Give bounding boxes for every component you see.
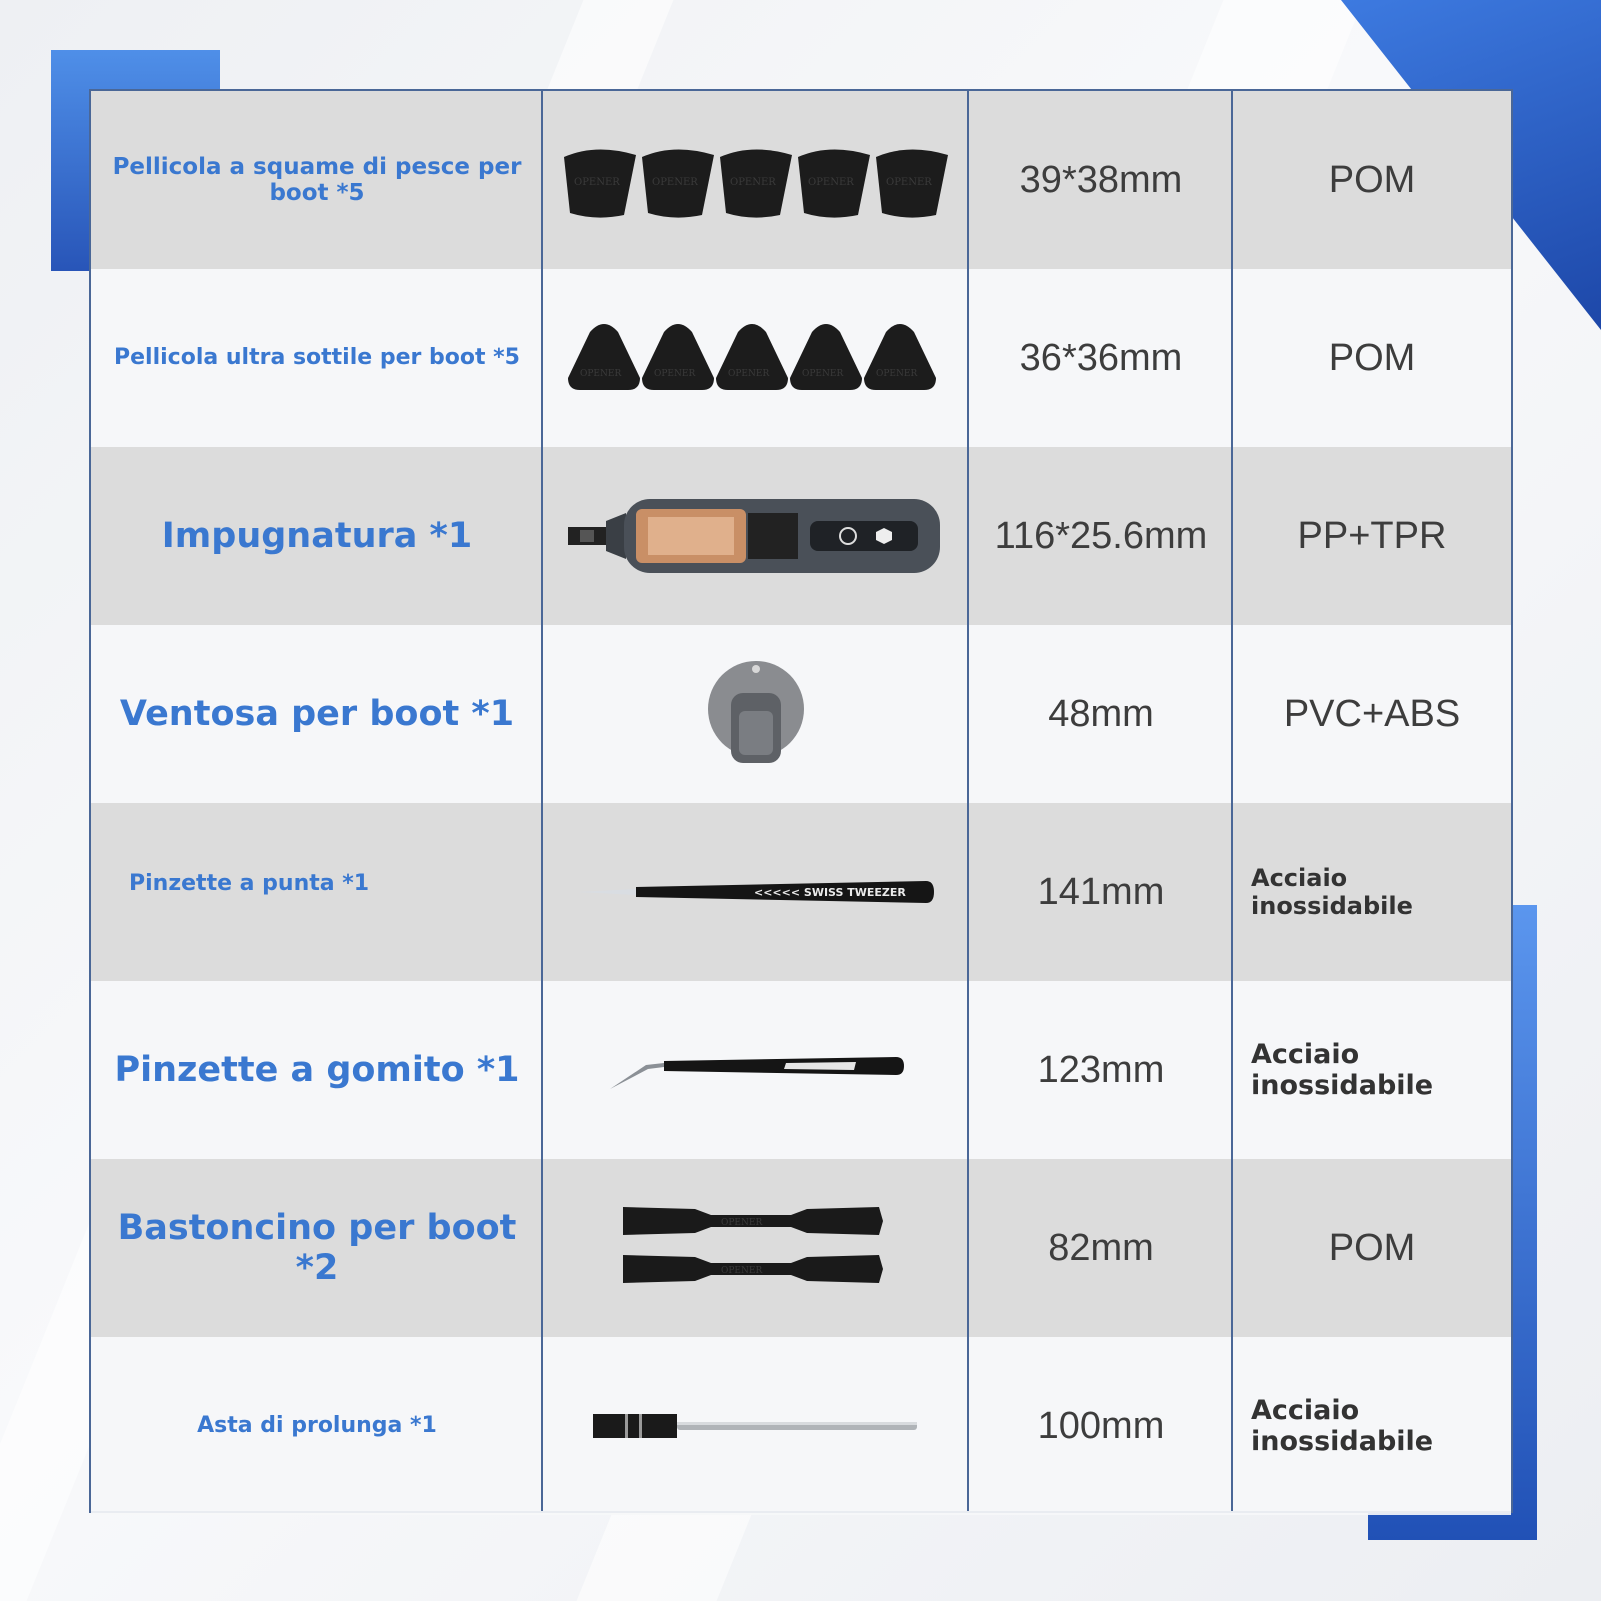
svg-text:OPENER: OPENER [886,177,932,188]
svg-text:OPENER: OPENER [730,177,776,188]
item-name: Asta di prolunga *1 [197,1413,437,1439]
table-row [91,981,1511,1159]
item-dimension: 141mm [1037,870,1165,913]
table-row [91,625,1511,803]
item-material: Acciaio inossidabile [1251,1039,1434,1101]
item-dimension: 123mm [1037,1048,1165,1091]
svg-text:<<<<< SWISS TWEEZER: <<<<< SWISS TWEEZER [754,886,906,899]
item-material: Acciaio inossidabile [1251,864,1413,920]
triangle-picks-icon [543,269,969,447]
item-dimension: 36*36mm [1019,336,1183,379]
item-dimension: 48mm [1048,692,1154,735]
svg-text:OPENER: OPENER [652,177,698,188]
svg-text:OPENER: OPENER [876,369,918,379]
item-name: Impugnatura *1 [161,515,473,556]
item-name: Bastoncino per boot *2 [117,1207,517,1288]
suction-cup-icon [543,625,969,803]
table-row [91,91,1511,269]
item-material: POM [1328,336,1416,379]
column-divider [967,91,969,1511]
table-row [91,269,1511,447]
svg-text:OPENER: OPENER [808,177,854,188]
item-material: PP+TPR [1297,514,1447,557]
item-name: Pellicola a squame di pesce per boot *5 [112,153,522,206]
svg-text:OPENER: OPENER [580,369,622,379]
svg-text:OPENER: OPENER [721,1218,763,1228]
spec-table [89,89,1513,1513]
item-dimension: 100mm [1037,1404,1165,1447]
item-name: Pinzette a punta *1 [129,871,370,896]
fish-scale-picks-icon [543,91,969,269]
table-row [91,447,1511,625]
svg-text:OPENER: OPENER [728,369,770,379]
item-material: PVC+ABS [1283,692,1461,735]
spudger-icon [543,1159,969,1337]
angled-tweezers-icon [543,981,969,1159]
item-dimension: 116*25.6mm [994,514,1208,557]
column-divider [541,91,543,1511]
item-name: Ventosa per boot *1 [119,693,515,734]
item-name: Pellicola ultra sottile per boot *5 [114,345,520,371]
item-name: Pinzette a gomito *1 [114,1049,520,1090]
svg-text:OPENER: OPENER [574,177,620,188]
item-dimension: 82mm [1048,1226,1154,1269]
svg-text:OPENER: OPENER [721,1266,763,1276]
table-row [91,1337,1511,1515]
pointed-tweezers-icon [543,803,969,981]
svg-text:OPENER: OPENER [802,369,844,379]
table-row [91,803,1511,981]
table-row [91,1159,1511,1337]
column-divider [1231,91,1233,1511]
item-material: POM [1328,1226,1416,1269]
extension-rod-icon [543,1337,969,1515]
svg-text:OPENER: OPENER [654,369,696,379]
screwdriver-handle-icon [543,447,969,625]
item-material: Acciaio inossidabile [1251,1395,1434,1457]
item-material: POM [1328,158,1416,201]
item-dimension: 39*38mm [1019,158,1183,201]
